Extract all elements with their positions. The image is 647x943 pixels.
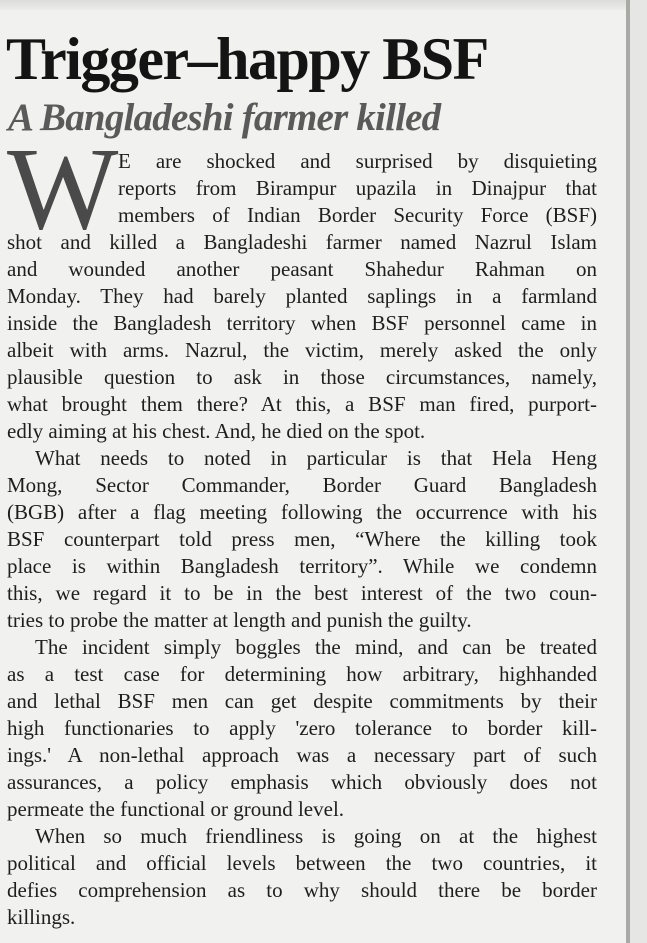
- subheadline: A Bangladeshi farmer killed: [8, 96, 441, 139]
- body-line: defies comprehension as to why should there be border: [7, 878, 597, 902]
- body-line: E are shocked and surprised by disquieting: [118, 149, 597, 173]
- body-line: When so much friendliness is going on at the highest: [35, 824, 597, 848]
- body-line: plausible question to ask in those circumstances, namely,: [7, 365, 597, 389]
- body-line: tries to probe the matter at length and punish the guilty.: [7, 608, 472, 632]
- body-line: this, we regard it to be in the best interest of the two coun-: [7, 581, 597, 605]
- body-line: reports from Birampur upazila in Dinajpur that: [118, 176, 597, 200]
- body-line: what brought them there? At this, a BSF man fired, purport-: [7, 392, 597, 416]
- body-line: killings.: [7, 905, 76, 929]
- body-line: place is within Bangladesh territory”. While we condemn: [7, 554, 597, 578]
- body-line: assurances, a policy emphasis which obviously does not: [7, 770, 597, 794]
- body-line: (BGB) after a flag meeting following the occurrence with his: [7, 500, 597, 524]
- adjacent-column-strip: [630, 0, 647, 943]
- body-line: high functionaries to apply 'zero tolerance to border kill-: [7, 716, 597, 740]
- body-line: BSF counterpart told press men, “Where the killing took: [7, 527, 597, 551]
- body-line: The incident simply boggles the mind, and can be treated: [35, 635, 597, 659]
- body-line: as a test case for determining how arbitrary, highhanded: [7, 662, 597, 686]
- drop-cap: W: [7, 123, 113, 254]
- body-line: and lethal BSF men can get despite commitments by their: [7, 689, 597, 713]
- body-line: political and official levels between the two countries, it: [7, 851, 597, 875]
- body-line: inside the Bangladesh territory when BSF personnel came in: [7, 311, 597, 335]
- headline: Trigger–happy BSF: [6, 26, 488, 92]
- body-line: edly aiming at his chest. And, he died on the spot.: [7, 419, 426, 443]
- body-line: albeit with arms. Nazrul, the victim, merely asked the only: [7, 338, 597, 362]
- body-line: and wounded another peasant Shahedur Rahman on: [7, 257, 597, 281]
- body-line: permeate the functional or ground level.: [7, 797, 345, 821]
- body-line: shot and killed a Bangladeshi farmer named Nazrul Islam: [7, 230, 597, 254]
- body-line: ings.' A non-lethal approach was a necessary part of such: [7, 743, 597, 767]
- body-line: Mong, Sector Commander, Border Guard Bangladesh: [7, 473, 597, 497]
- body-line: Monday. They had barely planted saplings in a farmland: [7, 284, 597, 308]
- body-line: members of Indian Border Security Force (BSF): [118, 203, 597, 227]
- top-margin-strip: [0, 0, 647, 10]
- body-line: What needs to noted in particular is that Hela Heng: [35, 446, 597, 470]
